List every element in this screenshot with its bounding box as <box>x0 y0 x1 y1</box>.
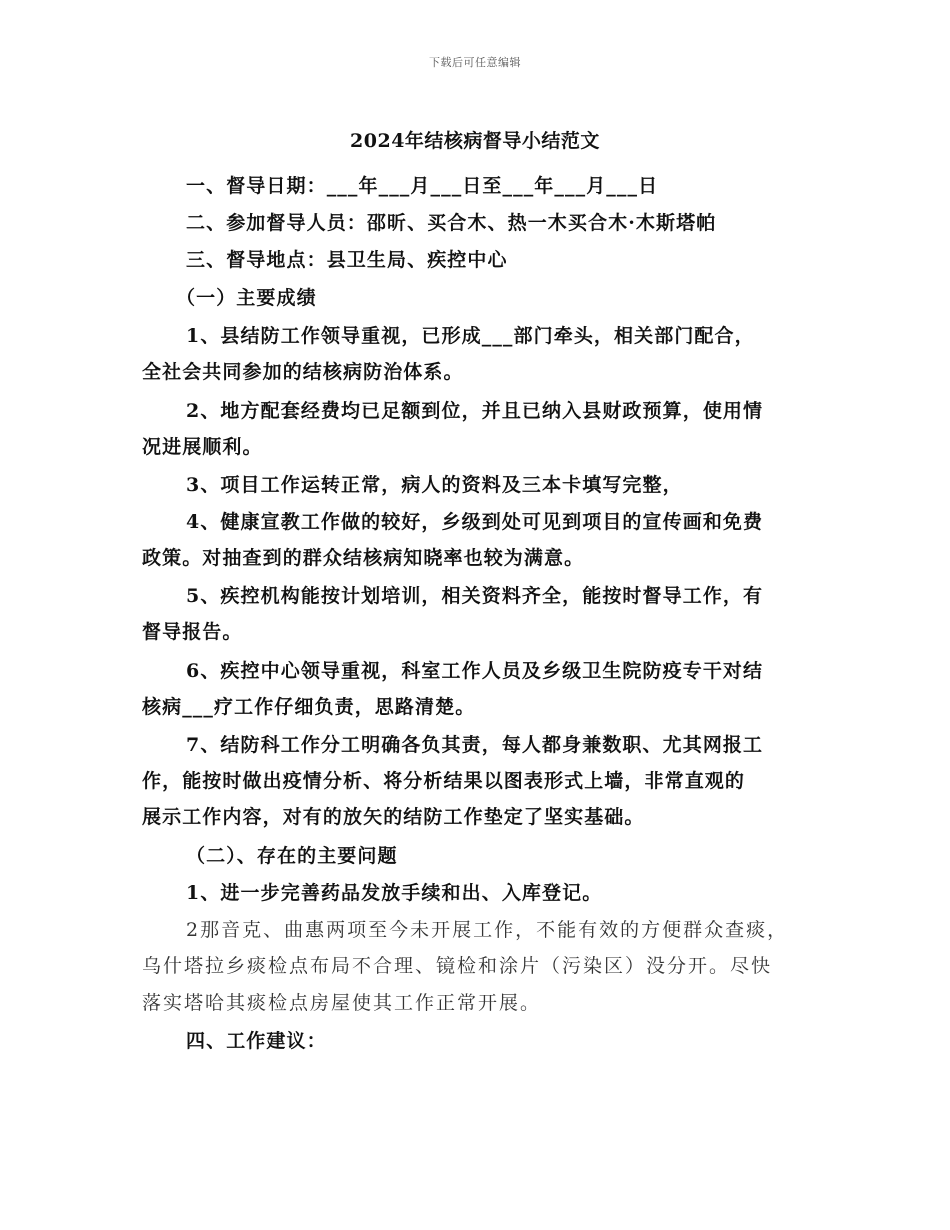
document-title: 2024年结核病督导小结范文 <box>350 130 600 152</box>
paragraph-line: 2那音克、曲惠两项至今未开展工作，不能有效的方便群众查痰， <box>186 919 789 941</box>
header-note: 下载后可任意编辑 <box>429 56 521 69</box>
paragraph-line: 3、项目工作运转正常，病人的资料及三本卡填写完整， <box>186 474 683 496</box>
paragraph-line: 落实塔哈其痰检点房屋使其工作正常开展。 <box>142 992 542 1014</box>
subsection-achievements: （一）主要成绩 <box>176 287 317 309</box>
paragraph-line: 6、疾控中心领导重视，科室工作人员及乡级卫生院防疫专干对结 <box>186 660 764 682</box>
section-location: 三、督导地点：县卫生局、疾控中心 <box>186 249 508 271</box>
paragraph-line: 1、县结防工作领导重视，已形成___部门牵头，相关部门配合， <box>186 325 755 347</box>
paragraph-line: 作，能按时做出疫情分析、将分析结果以图表形式上墙，非常直观的 <box>142 770 746 792</box>
subsection-problems: （二）、存在的主要问题 <box>186 845 398 867</box>
paragraph-line: 展示工作内容，对有的放矢的结防工作垫定了坚实基础。 <box>142 806 645 828</box>
section-supervision-date: 一、督导日期：___年___月___日至___年___月___日 <box>186 175 659 197</box>
paragraph-line: 况进展顺利。 <box>142 436 263 458</box>
section-participants: 二、参加督导人员：邵昕、买合木、热一木买合木·木斯塔帕 <box>186 212 717 234</box>
paragraph-line: 5、疾控机构能按计划培训，相关资料齐全，能按时督导工作，有 <box>186 585 764 607</box>
paragraph-line: 乌什塔拉乡痰检点布局不合理、镜检和涂片（污染区）没分开。尽快 <box>142 955 773 977</box>
section-suggestions: 四、工作建议： <box>186 1030 327 1052</box>
paragraph-line: 7、结防科工作分工明确各负其责，每人都身兼数职、尤其网报工 <box>186 734 764 756</box>
paragraph-line: 全社会共同参加的结核病防治体系。 <box>142 361 464 383</box>
paragraph-line: 4、健康宣教工作做的较好，乡级到处可见到项目的宣传画和免费 <box>186 511 764 533</box>
paragraph-line: 核病___疗工作仔细负责，思路清楚。 <box>142 696 476 718</box>
paragraph-line: 1、进一步完善药品发放手续和出、入库登记。 <box>186 882 603 904</box>
paragraph-line: 督导报告。 <box>142 621 243 643</box>
paragraph-line: 政策。对抽查到的群众结核病知晓率也较为满意。 <box>142 547 585 569</box>
paragraph-line: 2、地方配套经费均已足额到位，并且已纳入县财政预算，使用情 <box>186 400 764 422</box>
